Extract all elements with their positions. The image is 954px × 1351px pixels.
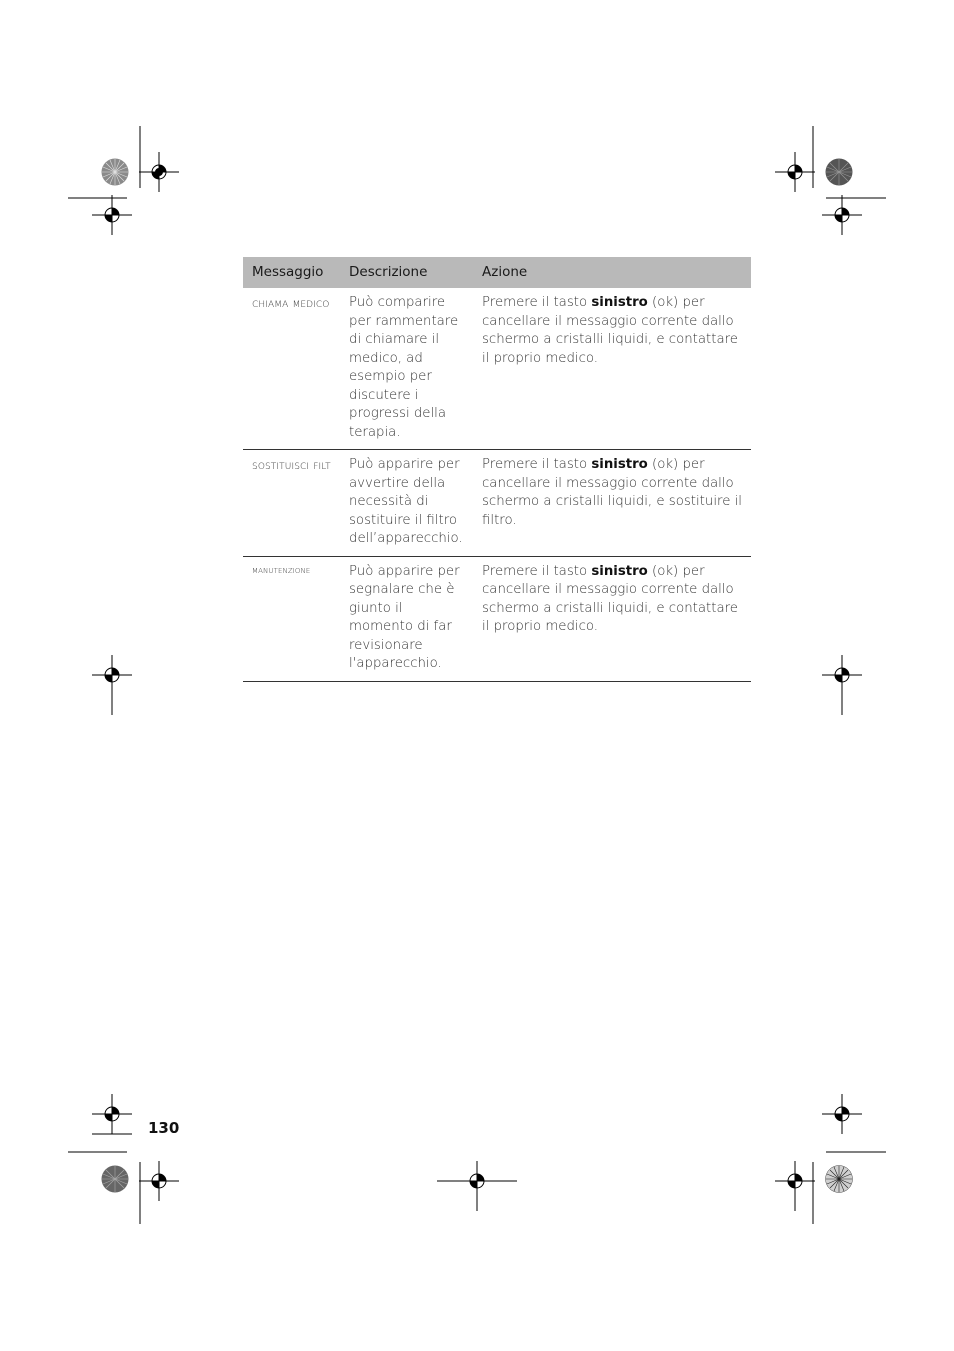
message-code: manutenzione xyxy=(243,556,345,681)
action-text: Premere il tasto xyxy=(482,295,592,310)
messages-table xyxy=(243,257,751,682)
registration-mark-icon xyxy=(92,195,132,235)
message-action xyxy=(473,450,751,557)
header-action: Azione xyxy=(473,257,751,288)
action-text: Premere il tasto xyxy=(482,563,592,579)
registration-mark-icon xyxy=(139,152,179,192)
registration-mark-icon xyxy=(437,1161,517,1211)
table-row xyxy=(243,556,751,681)
header-message: Messaggio xyxy=(243,257,345,288)
registration-mark-icon xyxy=(139,1161,179,1201)
registration-mark-icon xyxy=(92,1094,132,1154)
message-description: Può apparire per segnalare che è giunto il momento di far revisionare l'apparecchio. xyxy=(345,556,473,681)
color-wheel-icon xyxy=(101,1165,129,1193)
table-header-row xyxy=(243,257,751,288)
action-text: (ok) per cancellare il messaggio corrente dallo schermo a cristalli liquidi, e sostituire il filtro. xyxy=(482,457,742,528)
message-description: Può apparire per avvertire della necessità di sostituire il filtro dell’apparecchio. xyxy=(345,450,473,557)
action-text: Premere il tasto xyxy=(482,457,592,472)
color-wheel-icon xyxy=(101,158,129,186)
table-row xyxy=(243,288,751,450)
message-action xyxy=(473,556,751,681)
table-row xyxy=(243,450,751,557)
registration-mark-icon xyxy=(822,655,862,715)
registration-mark-icon xyxy=(822,195,862,235)
action-text: (ok) per cancellare il messaggio corrente dallo schermo a cristalli liquidi, e contattare il proprio medico. xyxy=(482,295,738,366)
action-text: (ok) per cancellare il messaggio corrente dallo schermo a cristalli liquidi, e contattare il proprio medico. xyxy=(482,563,738,634)
color-wheel-icon xyxy=(825,1165,853,1193)
message-description: Può comparire per rammentare di chiamare il medico, ad esempio per discutere i progressi della terapia. xyxy=(345,288,473,450)
registration-mark-icon xyxy=(92,655,132,715)
registration-mark-icon xyxy=(822,1094,862,1154)
header-description: Descrizione xyxy=(345,257,473,288)
message-code: sostituisci filt xyxy=(243,450,345,557)
page-number: 130 xyxy=(148,1119,180,1137)
registration-mark-icon xyxy=(775,1161,815,1211)
message-code: chiama medico xyxy=(243,288,345,450)
message-action xyxy=(473,288,751,450)
registration-mark-icon xyxy=(775,152,815,192)
action-key: sinistro xyxy=(591,563,648,579)
color-wheel-icon xyxy=(825,158,853,186)
action-key: sinistro xyxy=(591,295,648,310)
action-key: sinistro xyxy=(591,457,648,472)
